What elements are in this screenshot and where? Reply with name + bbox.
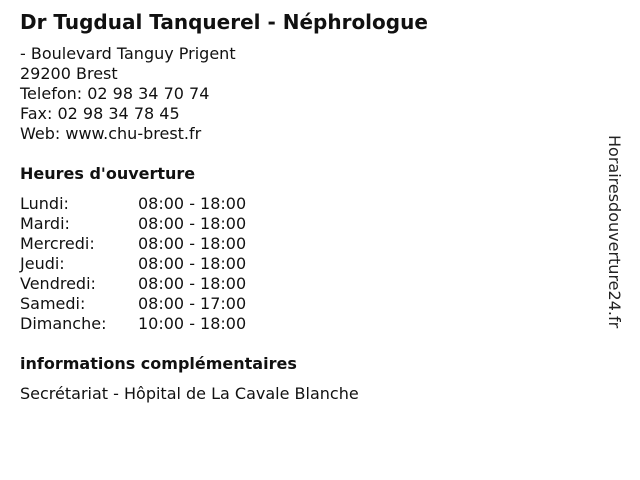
opening-hours-heading: Heures d'ouverture	[20, 164, 196, 183]
hours-day: Samedi:	[20, 294, 86, 313]
additional-info-heading: informations complémentaires	[20, 354, 297, 373]
hours-day: Vendredi:	[20, 274, 96, 293]
hours-row	[20, 294, 280, 314]
hours-time: 08:00 - 18:00	[138, 234, 247, 253]
hours-time: 08:00 - 18:00	[138, 274, 247, 293]
hours-row	[20, 214, 280, 234]
hours-row	[20, 254, 280, 274]
hours-day: Mercredi:	[20, 234, 95, 253]
hours-time: 10:00 - 18:00	[138, 314, 247, 333]
hours-time: 08:00 - 18:00	[138, 254, 247, 273]
site-watermark: Horairesdouverture24.fr	[605, 135, 624, 329]
address-block	[20, 44, 236, 144]
address-street: - Boulevard Tanguy Prigent	[20, 44, 236, 63]
page-title: Dr Tugdual Tanquerel - Néphrologue	[20, 10, 428, 34]
hours-day: Mardi:	[20, 214, 70, 233]
additional-info-text: Secrétariat - Hôpital de La Cavale Blanche	[20, 384, 359, 403]
address-fax: Fax: 02 98 34 78 45	[20, 104, 180, 123]
hours-row	[20, 194, 280, 214]
hours-row	[20, 314, 280, 334]
hours-time: 08:00 - 18:00	[138, 194, 247, 213]
address-city: 29200 Brest	[20, 64, 118, 83]
hours-row	[20, 274, 280, 294]
address-web: Web: www.chu-brest.fr	[20, 124, 202, 143]
hours-day: Lundi:	[20, 194, 69, 213]
address-phone: Telefon: 02 98 34 70 74	[20, 84, 210, 103]
hours-day: Dimanche:	[20, 314, 107, 333]
opening-hours-table	[20, 194, 280, 334]
hours-time: 08:00 - 17:00	[138, 294, 247, 313]
hours-time: 08:00 - 18:00	[138, 214, 247, 233]
hours-day: Jeudi:	[20, 254, 65, 273]
hours-row	[20, 234, 280, 254]
